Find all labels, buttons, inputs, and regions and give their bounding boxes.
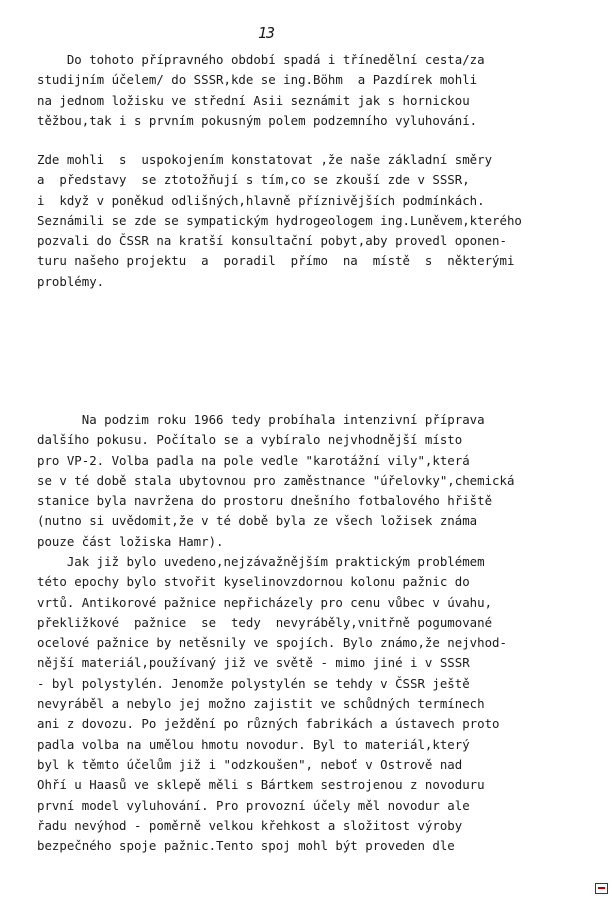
text-line: těžbou,tak i s prvním pokusným polem podzemního vyluhování. (37, 112, 478, 128)
paragraph-4 (37, 552, 557, 856)
text-line: a představy se ztotožňují s tím,co se zkouší zde v SSSR, (37, 172, 470, 188)
text-line: turu našeho projektu a poradil přímo na místě s některými (37, 253, 515, 269)
text-line: se v té době stala ubytovnou pro zaměstnance "úřelovky",chemická (37, 472, 515, 488)
text-line: ani z dovozu. Po ježdění po různých fabrikách a ústavech proto (37, 716, 500, 732)
paragraph-1 (37, 50, 557, 131)
paragraph-2 (37, 150, 557, 292)
text-line: Zde mohli s uspokojením konstatovat ,že naše základní směry (37, 152, 493, 167)
page-corner-marker-icon (595, 883, 608, 894)
text-line: Na podzim roku 1966 tedy probíhala intenzivní příprava (37, 412, 485, 427)
text-line: studijním účelem/ do SSSR,kde se ing.Böhm a Pazdírek mohli (37, 72, 478, 88)
text-line: dalšího pokusu. Počítalo se a vybíralo nejvhodnější místo (37, 432, 463, 448)
text-line: na jednom ložisku ve střední Asii seznámit jak s hornickou (37, 92, 470, 108)
text-line: padla volba na umělou hmotu novodur. Byl to materiál,který (37, 736, 470, 752)
text-line: nější materiál,používaný již ve světě - mimo jiné i v SSSR (37, 655, 470, 671)
text-line: - byl polystylén. Jenomže polystylén se tehdy v ČSSR ještě (37, 675, 470, 691)
text-line: první model vyluhování. Pro provozní účely měl novodur ale (37, 797, 470, 813)
text-line: nevyráběl a nebylo jej možno zajistit ve schůdných termínech (37, 696, 485, 712)
text-line: překližkové pažnice se tedy nevyráběly,vnitřně pogumované (37, 614, 493, 630)
text-line: ocelové pažnice by netěsnily ve spojích. Bylo známo,že nejvhod- (37, 635, 507, 651)
text-line: bezpečného spoje pažnic.Tento spoj mohl být proveden dle (37, 838, 455, 854)
text-line: i když v poněkud odlišných,hlavně příznivějších podmínkách. (37, 192, 485, 208)
text-line: pro VP-2. Volba padla na pole vedle "karotážní vily",která (37, 452, 470, 468)
text-line: Seznámili se zde se sympatickým hydrogeologem ing.Luněvem,kterého (37, 212, 522, 228)
text-line: Do tohoto přípravného období spadá i třínedělní cesta/za (37, 52, 485, 67)
text-line: vrtů. Antikorové pažnice nepřicházely pro cenu vůbec v úvahu, (37, 594, 493, 610)
text-line: této epochy bylo stvořit kyselinovzdornou kolonu pažnic do (37, 574, 470, 590)
text-line: stanice byla navržena do prostoru dnešního fotbalového hřiště (37, 493, 493, 509)
text-line: pouze část ložiska Hamr). (37, 533, 224, 549)
text-line: řadu nevýhod - poměrně velkou křehkost a složitost výroby (37, 817, 463, 833)
paragraph-3 (37, 410, 557, 552)
text-line: problémy. (37, 273, 105, 289)
text-line: pozvali do ČSSR na kratší konsultační pobyt,aby provedl oponen- (37, 233, 507, 249)
text-line: Ohří u Haasů ve sklepě měli s Bártkem sestrojenou z novoduru (37, 777, 485, 793)
page-number: 13 (258, 24, 275, 42)
text-line: Jak již bylo uvedeno,nejzávažnějším praktickým problémem (37, 554, 485, 569)
text-line: byl k těmto účelům již i "odzkoušen", neboť v Ostrově nad (37, 756, 463, 772)
text-line: (nutno si uvědomit,že v té době byla ze všech ložisek známa (37, 513, 478, 529)
